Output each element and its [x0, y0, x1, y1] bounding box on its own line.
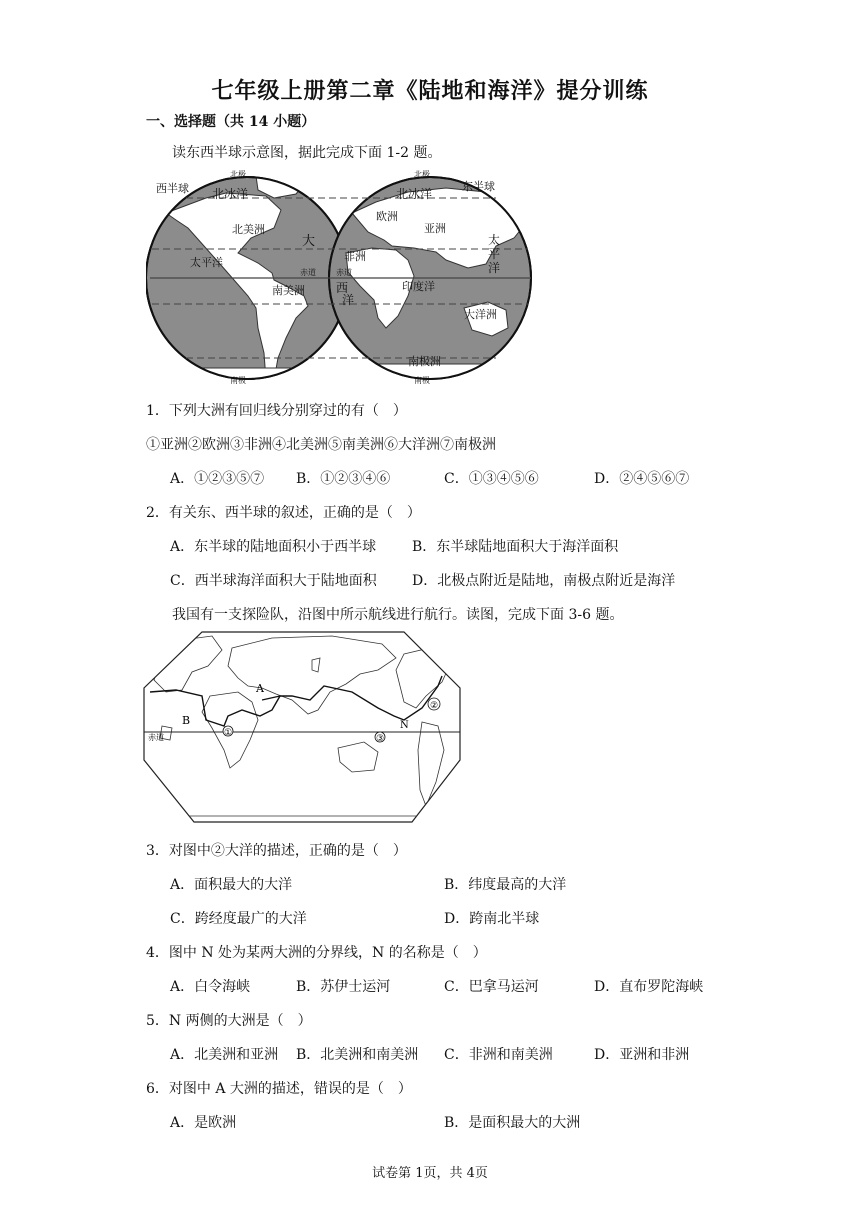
q4-stem: 4．图中 N 处为某两大洲的分界线，N 的名称是（ ）	[146, 945, 487, 961]
q3-option-b[interactable]: B．纬度最高的大洋	[444, 877, 567, 893]
indian-ocean-label: 印度洋	[402, 280, 435, 293]
atlantic-yang-label: 洋	[342, 293, 355, 307]
label-a: A	[256, 682, 264, 695]
q4-option-c[interactable]: C．巴拿马运河	[444, 979, 539, 995]
q5-stem: 5．N 两侧的大洲是（ ）	[146, 1013, 312, 1029]
marker-3-label: ③	[376, 734, 385, 744]
pacific-tai-label: 太	[488, 233, 501, 247]
q4-option-d[interactable]: D．直布罗陀海峡	[594, 979, 704, 995]
atlantic-da-label: 大	[302, 234, 316, 249]
asia-label: 亚洲	[424, 222, 446, 235]
q5-option-c[interactable]: C．非洲和南美洲	[444, 1047, 553, 1063]
marker-2-label: ②	[430, 701, 439, 711]
hemisphere-map	[146, 168, 706, 388]
oceania-label: 大洋洲	[464, 308, 497, 321]
q6-option-b[interactable]: B．是面积最大的大洲	[444, 1115, 581, 1131]
q3-stem: 3．对图中②大洋的描述，正确的是（ ）	[146, 843, 407, 859]
north-pole-label-west: 北极	[230, 170, 246, 179]
q2-option-d[interactable]: D．北极点附近是陆地，南极点附近是海洋	[412, 573, 676, 589]
pacific-ocean-west-label: 太平洋	[190, 256, 223, 269]
q5-option-b[interactable]: B．北美洲和南美洲	[296, 1047, 419, 1063]
label-b: B	[182, 714, 191, 727]
q2-stem: 2．有关东、西半球的叙述，正确的是（ ）	[146, 505, 421, 521]
q1-option-c[interactable]: C．①③④⑤⑥	[444, 471, 539, 487]
intro-text-1: 读东西半球示意图，据此完成下面 1-2 题。	[172, 145, 442, 161]
south-pole-label-west: 南极	[230, 376, 246, 385]
equator-label-west: 赤道	[300, 268, 316, 277]
pacific-ping-label: 平	[488, 247, 501, 261]
africa-label: 非洲	[344, 250, 366, 263]
equator-label-east: 赤道	[336, 268, 352, 277]
q6-option-a[interactable]: A．是欧洲	[170, 1115, 237, 1131]
north-pole-label-east: 北极	[414, 170, 430, 179]
q3-option-c[interactable]: C．跨经度最广的大洋	[170, 911, 307, 927]
page-footer: 试卷第 1页，共 4页	[372, 1166, 488, 1181]
q5-option-a[interactable]: A．北美洲和亚洲	[170, 1047, 279, 1063]
equator-label: 赤道	[148, 733, 164, 742]
q1-option-d[interactable]: D．②④⑤⑥⑦	[594, 471, 690, 487]
south-america-label: 南美洲	[272, 284, 305, 297]
arctic-ocean-east-label: 北冰洋	[396, 187, 433, 201]
page-title: 七年级上册第二章《陆地和海洋》提分训练	[211, 78, 649, 104]
intro-text-2: 我国有一支探险队，沿图中所示航线进行航行。读图，完成下面 3-6 题。	[172, 607, 624, 623]
east-hemisphere-label: 东半球	[462, 180, 495, 193]
q1-option-a[interactable]: A．①②③⑤⑦	[170, 471, 265, 487]
section-heading: 一、选择题（共 14 小题）	[146, 114, 316, 130]
q4-option-b[interactable]: B．苏伊士运河	[296, 979, 391, 995]
pacific-yang-label: 洋	[488, 261, 501, 275]
europe-label: 欧洲	[376, 210, 398, 223]
q3-option-a[interactable]: A．面积最大的大洋	[170, 877, 293, 893]
q2-option-b[interactable]: B．东半球陆地面积大于海洋面积	[412, 539, 619, 555]
q1-option-b[interactable]: B．①②③④⑥	[296, 471, 391, 487]
west-hemisphere-label: 西半球	[156, 182, 189, 195]
west-hemisphere	[146, 172, 348, 388]
label-n: N	[400, 720, 409, 731]
q6-stem: 6．对图中 A 大洲的描述，错误的是（ ）	[146, 1081, 412, 1097]
q1-list: ①亚洲②欧洲③非洲④北美洲⑤南美洲⑥大洋洲⑦南极洲	[146, 437, 496, 453]
q2-option-c[interactable]: C．西半球海洋面积大于陆地面积	[170, 573, 377, 589]
arctic-ocean-west-label: 北冰洋	[212, 187, 249, 201]
north-america-label: 北美洲	[232, 223, 265, 236]
marker-1-label: ①	[224, 728, 233, 738]
q5-option-d[interactable]: D．亚洲和非洲	[594, 1047, 690, 1063]
antarctica-label: 南极洲	[408, 355, 441, 368]
q3-option-d[interactable]: D．跨南北半球	[444, 911, 540, 927]
atlantic-xi-label: 西	[336, 281, 349, 295]
q4-option-a[interactable]: A．白令海峡	[170, 979, 251, 995]
q2-option-a[interactable]: A．东半球的陆地面积小于西半球	[170, 539, 377, 555]
q1-stem: 1．下列大洲有回归线分别穿过的有（ ）	[146, 403, 407, 419]
south-pole-label-east: 南极	[414, 376, 430, 385]
world-route-map	[142, 630, 464, 825]
